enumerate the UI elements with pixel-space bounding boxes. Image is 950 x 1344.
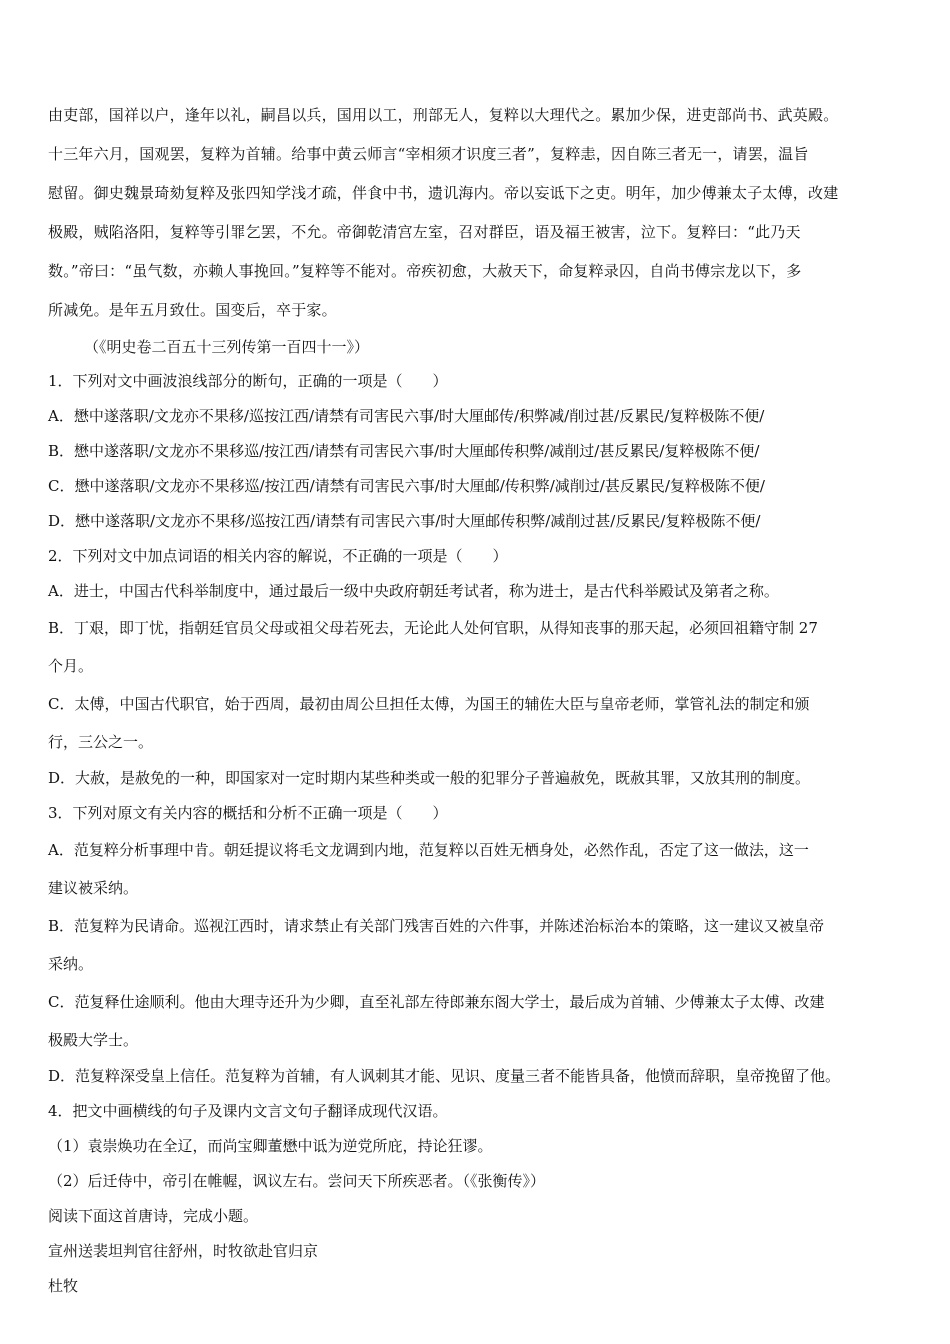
poem-section [48,1199,908,1304]
option-line: B．丁艰，即丁忧，指朝廷官员父母或祖父母若死去，无论此人处何官职，从得知丧事的那天起，必须回祖籍守制 27 [48,619,818,637]
option-line: 个月。 [48,657,94,675]
option-d: D．大赦，是赦免的一种，即国家对一定时期内某些种类或一般的犯罪分子普遍赦免，既赦其罪，又放其刑的制度。 [48,769,811,787]
passage-line: 慰留。御史魏景琦劾复粹及张四知学浅才疏，伴食中书，遗讥海内。帝以妄诋下之吏。明年，加少傅兼太子太傅，改建 [48,184,839,202]
option-line: 极殿大学士。 [48,1031,139,1049]
passage-line: 极殿，贼陷洛阳，复粹等引罪乞罢，不允。帝御乾清宫左室，召对群臣，语及福王被害，泣下。复粹曰：“此乃天 [48,223,801,241]
question-stem: 2．下列对文中加点词语的相关内容的解说，不正确的一项是（ ） [48,547,508,565]
option-d: D．范复粹深受皇上信任。范复粹为首辅，有人讽刺其才能、见识、度量三者不能皆具备，他愤而辞职，皇帝挽留了他。 [48,1067,841,1085]
option-c: C．懋中遂落职/文龙亦不果移巡/按江西/请禁有司害民六事/时大厘邮/传积弊/减削过/甚反累民/复粹极陈不便/ [48,477,765,495]
option-b: B．懋中遂落职/文龙亦不果移巡/按江西/请禁有司害民六事/时大厘邮传积弊/减削过/甚反累民/复粹极陈不便/ [48,442,760,460]
question-stem: 1．下列对文中画波浪线部分的断句，正确的一项是（ ） [48,372,448,390]
option-b [48,609,908,685]
option-a: A．进士，中国古代科举制度中，通过最后一级中央政府朝廷考试者，称为进士，是古代科举殿试及第者之称。 [48,582,779,600]
option-c [48,685,908,761]
passage-line: 由吏部，国祥以户，逢年以礼，嗣昌以兵，国用以工，刑部无人，复粹以大理代之。累加少保，进吏部尚书、武英殿。 [48,106,839,124]
question-stem: 3．下列对原文有关内容的概括和分析不正确一项是（ ） [48,804,448,822]
passage-text [48,96,908,330]
question-stem: 4．把文中画横线的句子及课内文言文句子翻译成现代汉语。 [48,1102,448,1120]
question-2 [48,539,908,796]
passage-line: 数。”帝曰：“虽气数，亦赖人事挽回。”复粹等不能对。帝疾初愈，大赦天下，命复粹录囚，自尚书傅宗龙以下，多 [48,262,802,280]
option-line: C．太傅，中国古代职官，始于西周，最初由周公旦担任太傅，为国王的辅佐大臣与皇帝老师，掌管礼法的制定和颁 [48,695,810,713]
option-line: 行，三公之一。 [48,733,154,751]
passage-line: 所减免。是年五月致仕。国变后，卒于家。 [48,301,337,319]
passage-source: （《明史卷二百五十三列传第一百四十一》） [84,338,370,356]
translation-item-2: （2）后迁侍中，帝引在帷幄，讽议左右。尝问天下所疾恶者。（《张衡传》） [48,1172,546,1190]
document-page [48,96,908,1304]
question-3 [48,796,908,1094]
option-line: C．范复释仕途顺利。他由大理寺还升为少卿，直至礼部左待郎兼东阁大学士，最后成为首辅、少傅兼太子太傅、改建 [48,993,825,1011]
option-line: 建议被采纳。 [48,879,139,897]
question-1 [48,364,908,539]
option-line: B．范复粹为民请命。巡视江西时，请求禁止有关部门残害百姓的六件事，并陈述治标治本的策略，这一建议又被皇帝 [48,917,825,935]
option-b [48,907,908,983]
question-4 [48,1094,908,1199]
option-c [48,983,908,1059]
option-line: 采纳。 [48,955,94,973]
option-a: A．懋中遂落职/文龙亦不果移/巡按江西/请禁有司害民六事/时大厘邮传/积弊减/削过甚/反累民/复粹极陈不便/ [48,407,765,425]
option-a [48,831,908,907]
translation-item-1: （1）袁崇焕功在全辽，而尚宝卿董懋中诋为逆党所庇，持论狂谬。 [48,1137,493,1155]
passage-line: 十三年六月，国观罢，复粹为首辅。给事中黄云师言“宰相须才识度三者”，复粹恚，因自陈三者无一，请罢，温旨 [48,145,809,163]
poem-author: 杜牧 [48,1277,79,1295]
option-line: A．范复粹分析事理中肯。朝廷提议将毛文龙调到内地，范复粹以百姓无栖身处，必然作乱，否定了这一做法，这一 [48,841,809,859]
poem-intro: 阅读下面这首唐诗，完成小题。 [48,1207,259,1225]
poem-title: 宣州送裴坦判官往舒州，时牧欲赴官归京 [48,1242,319,1260]
option-d: D．懋中遂落职/文龙亦不果移/巡按江西/请禁有司害民六事/时大厘邮传积弊/减削过甚/反累民/复粹极陈不便/ [48,512,761,530]
